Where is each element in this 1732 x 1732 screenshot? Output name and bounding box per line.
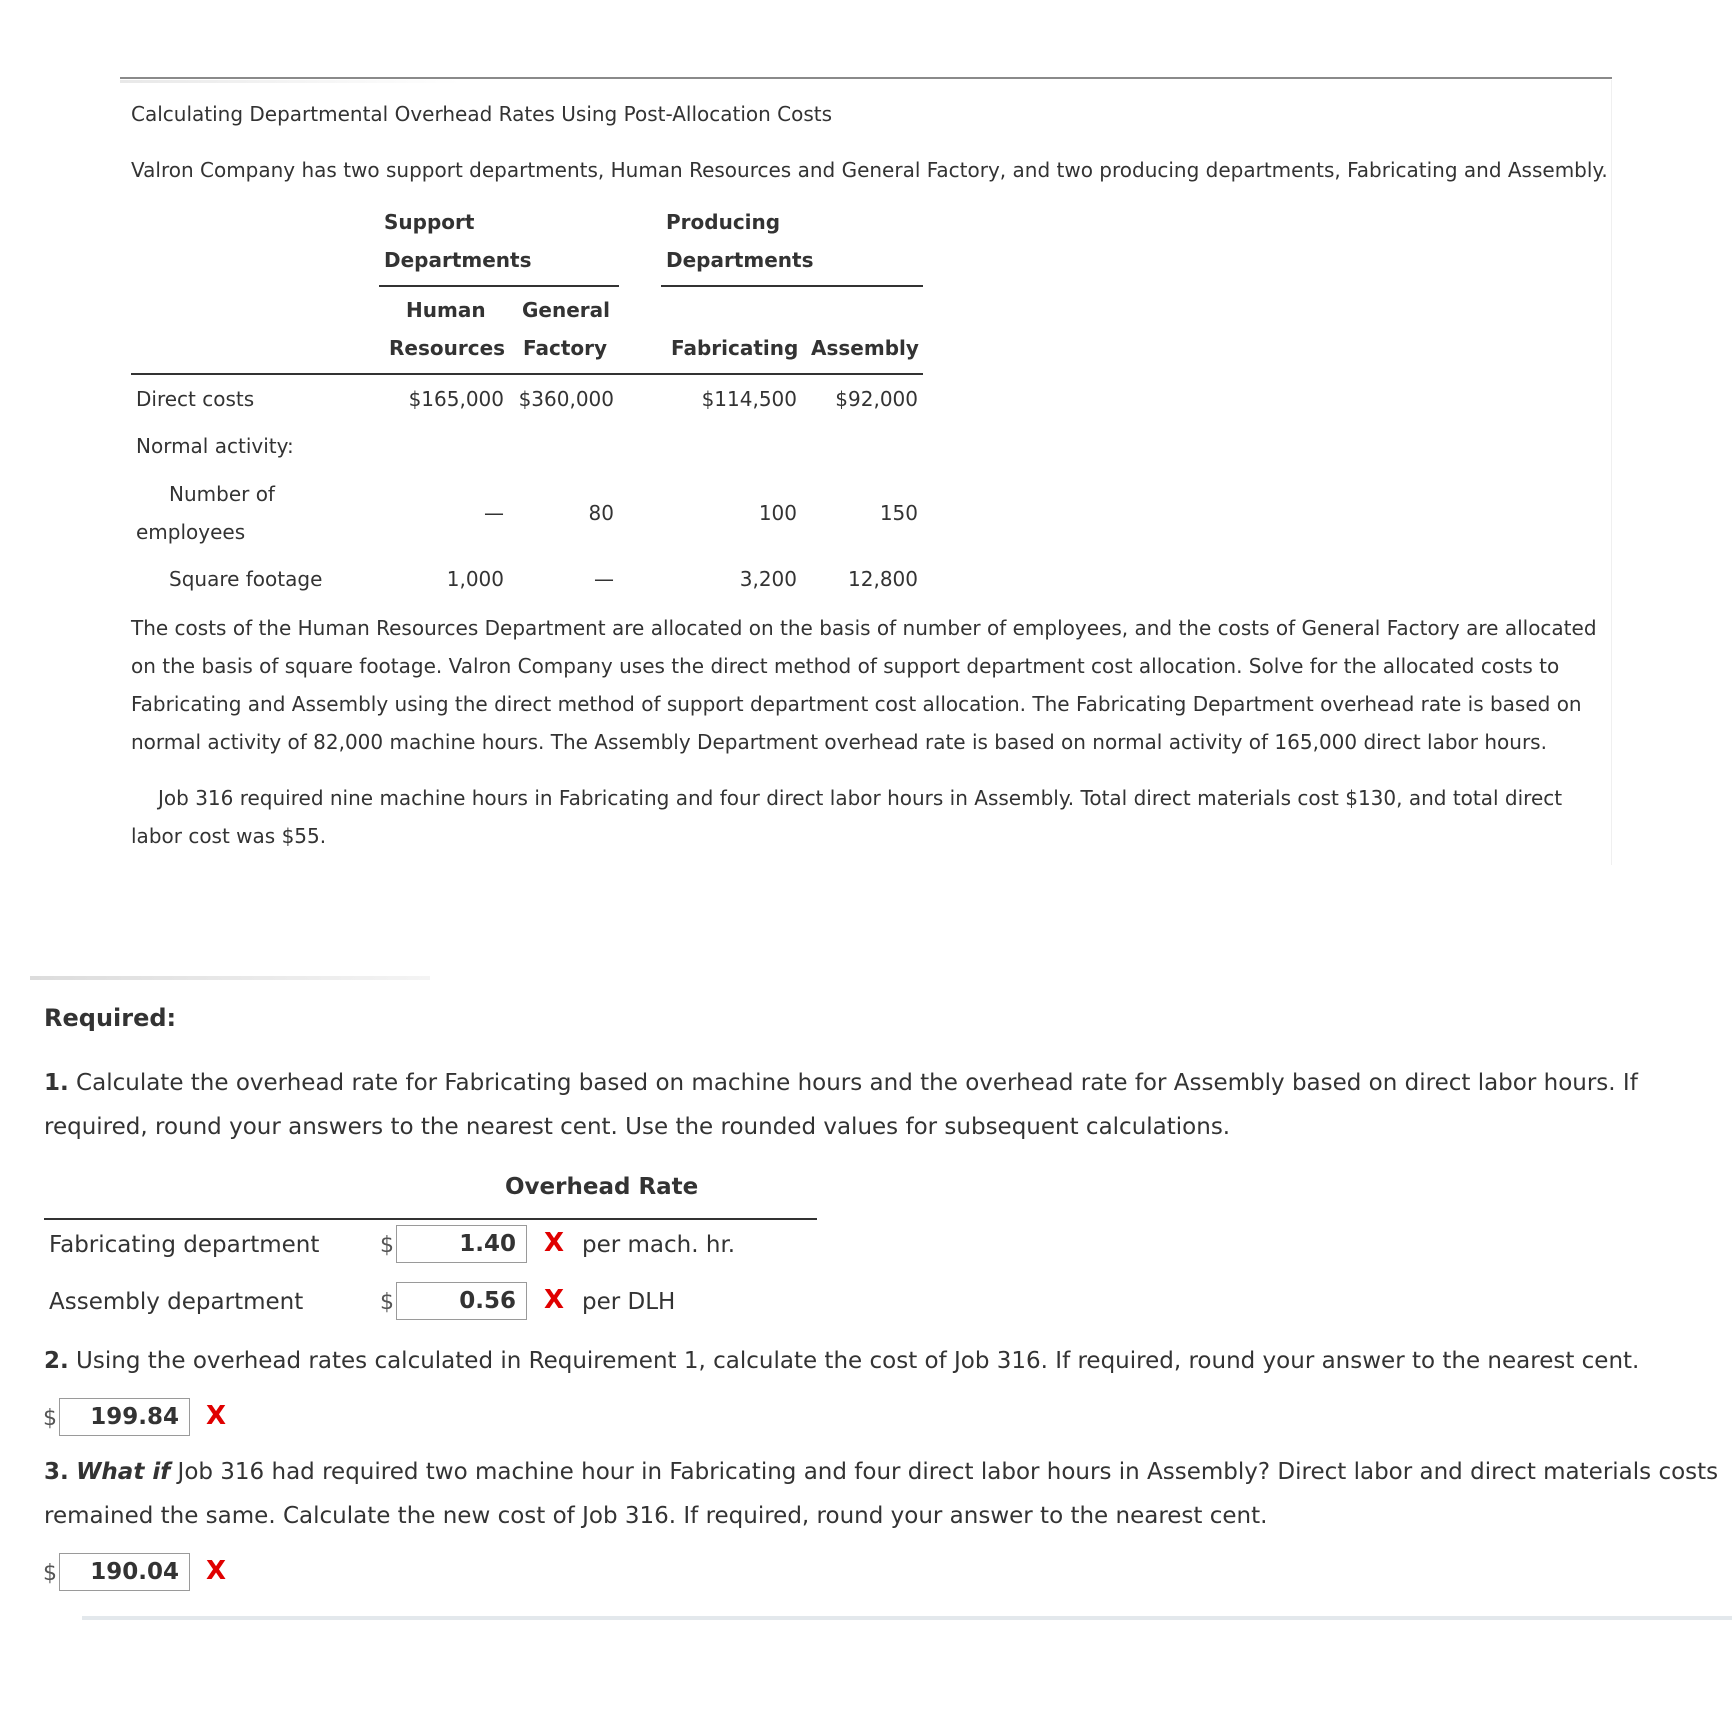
asm-rate-unit: per DLH (582, 1289, 676, 1315)
producing-group-header-line2: Departments (666, 248, 814, 272)
required-heading: Required: (44, 1004, 177, 1032)
assembly-rate-input[interactable]: 0.56 (396, 1282, 527, 1320)
cell-direct-costs-fab: $114,500 (701, 387, 797, 411)
assembly-department-label: Assembly department (49, 1289, 304, 1315)
row-label-normal-activity: Normal activity: (136, 434, 294, 458)
bottom-divider (82, 1616, 1732, 1620)
cell-direct-costs-hr: $165,000 (408, 387, 504, 411)
fabricating-department-label: Fabricating department (49, 1232, 320, 1258)
producing-group-rule (661, 285, 923, 287)
question-2-number: 2. (44, 1348, 69, 1374)
q2-wrong-icon: X (206, 1401, 227, 1431)
cell-sqft-asm: 12,800 (848, 567, 918, 591)
col-asm-header: Assembly (811, 336, 919, 360)
q3-currency: $ (43, 1561, 57, 1586)
question-1-number: 1. (44, 1070, 69, 1096)
support-group-rule (379, 285, 619, 287)
col-gf-header-line2: Factory (523, 336, 608, 360)
cell-direct-costs-gf: $360,000 (518, 387, 614, 411)
fab-wrong-icon: X (544, 1228, 565, 1258)
overhead-rate-header: Overhead Rate (505, 1174, 699, 1200)
table-header-rule (131, 373, 923, 375)
top-divider-shadow (120, 80, 460, 83)
question-3 (44, 1450, 1724, 1538)
cell-sqft-hr: 1,000 (446, 567, 504, 591)
cell-employees-gf: 80 (588, 501, 614, 525)
col-fab-header: Fabricating (671, 336, 799, 360)
cell-sqft-fab: 3,200 (739, 567, 797, 591)
problem-title: Calculating Departmental Overhead Rates Using Post-Allocation Costs (131, 102, 833, 126)
top-divider (120, 77, 1612, 79)
support-group-header-line2: Departments (384, 248, 532, 272)
question-1-text: Calculate the overhead rate for Fabricating based on machine hours and the overhead rate for Assembly based on direct labor hours. If required, round your answers to the nearest cent. Use the rounded values for subsequent calculations. (44, 1070, 1638, 1140)
row-label-square-footage: Square footage (169, 567, 323, 591)
question-1 (44, 1061, 1724, 1149)
row-label-direct-costs: Direct costs (136, 387, 255, 411)
row-label-employees-line1: Number of (169, 482, 275, 506)
asm-currency: $ (380, 1290, 394, 1315)
new-job-cost-input[interactable]: 190.04 (59, 1553, 190, 1591)
col-gf-header-line1: General (522, 298, 610, 322)
cell-employees-fab: 100 (758, 501, 797, 525)
fab-currency: $ (380, 1233, 394, 1258)
question-3-text: Job 316 had required two machine hour in Fabricating and four direct labor hours in Assembly? Direct labor and direct materials costs remained the same. Calculate the new cost of Job 316. If required, round your answer to the nearest cent. (44, 1459, 1719, 1529)
cell-sqft-gf: — (594, 567, 614, 591)
allocation-paragraph: The costs of the Human Resources Department are allocated on the basis of number of employees, and the costs of General Factory are allocated on the basis of square footage. Valron Company uses the direct method of support department cost allocation. Solve for the allocated costs to Fabricating and Assembly using the direct method of support department cost allocation. The Fabricating Department overhead rate is based on normal activity of 82,000 machine hours. The Assembly Department overhead rate is based on normal activity of 165,000 direct labor hours. (131, 616, 1597, 754)
problem-intro: Valron Company has two support departments, Human Resources and General Factory, and two producing departments, Fabricating and Assembly. (131, 158, 1608, 182)
fab-rate-unit: per mach. hr. (582, 1232, 736, 1258)
cell-employees-asm: 150 (879, 501, 918, 525)
col-hr-header-line2: Resources (389, 336, 506, 360)
producing-group-header-line1: Producing (666, 210, 781, 234)
question-2 (44, 1339, 1724, 1383)
question-3-what-if: What if (76, 1459, 171, 1485)
fabricating-rate-input[interactable]: 1.40 (396, 1225, 527, 1263)
cell-employees-hr: — (484, 501, 504, 525)
row-label-employees-line2: employees (136, 520, 246, 544)
q3-wrong-icon: X (206, 1556, 227, 1586)
overhead-rate-rule (44, 1218, 817, 1220)
question-2-text: Using the overhead rates calculated in Requirement 1, calculate the cost of Job 316. If required, round your answer to the nearest cent. (68, 1348, 1640, 1374)
panel-edge (1611, 80, 1612, 865)
col-hr-header-line1: Human (406, 298, 486, 322)
job-cost-input[interactable]: 199.84 (59, 1398, 190, 1436)
section-divider (30, 976, 430, 980)
support-group-header-line1: Support (384, 210, 475, 234)
asm-wrong-icon: X (544, 1285, 565, 1315)
cell-direct-costs-asm: $92,000 (835, 387, 918, 411)
question-3-number: 3. (44, 1459, 69, 1485)
q2-currency: $ (43, 1406, 57, 1431)
job-paragraph: Job 316 required nine machine hours in Fabricating and four direct labor hours in Assembly. Total direct materials cost $130, and total direct labor cost was $55. (131, 786, 1563, 848)
